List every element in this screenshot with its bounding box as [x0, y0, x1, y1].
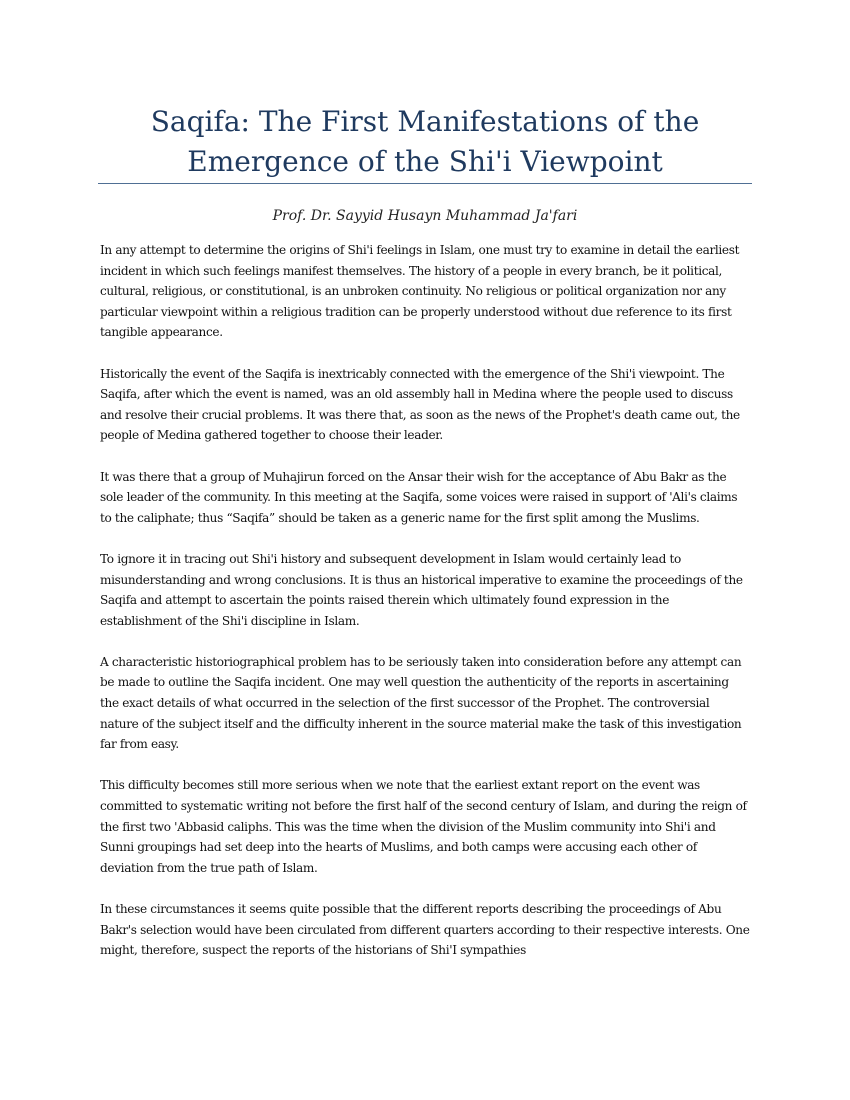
paragraph: To ignore it in tracing out Shi'i history and subsequent development in Islam would certainly lead to misunderstanding and wrong conclusions. It is thus an historical imperative to examine the proceedings of the Saqifa and attempt to ascertain the points raised therein which ultimately found expression in the establishment of the Shi'i discipline in Islam.: [100, 551, 743, 628]
paragraph: In any attempt to determine the origins of Shi'i feelings in Islam, one must try to examine in detail the earliest incident in which such feelings manifest themselves. The history of a people in every branch, be it political, cultural, religious, or constitutional, is an unbroken continuity. No religious or political organization nor any particular viewpoint within a religious tradition can be properly understood without due reference to its first tangible appearance.: [100, 243, 740, 340]
paragraph: Historically the event of the Saqifa is inextricably connected with the emergence of the Shi'i viewpoint. The Saqifa, after which the event is named, was an old assembly hall in Medina where the people used to discuss and resolve their crucial problems. It was there that, as soon as the news of the Prophet's death came out, the people of Medina gathered together to choose their leader.: [100, 366, 740, 443]
page-title: Saqifa: The First Manifestations of the Emergence of the Shi'i Viewpoint: [150, 105, 700, 178]
paragraph: A characteristic historiographical problem has to be seriously taken into consideration before any attempt can be made to outline the Saqifa incident. One may well question the authenticity of the reports in ascertaining the exact details of what occurred in the selection of the first successor of the Prophet. The controversial nature of the subject itself and the difficulty inherent in the source material make the task of this investigation far from easy.: [100, 654, 742, 752]
paragraph: In these circumstances it seems quite possible that the different reports describing the proceedings of Abu Bakr's selection would have been circulated from different quarters according to their respective interests. One might, therefore, suspect the reports of the historians of Shi'I sympathies: [100, 902, 750, 958]
body-text: [100, 240, 750, 981]
author-line: Prof. Dr. Sayyid Husayn Muhammad Ja'fari: [272, 208, 578, 224]
paragraph: This difficulty becomes still more serious when we note that the earliest extant report on the event was committed to systematic writing not before the first half of the second century of Islam, and during the reign of the first two 'Abbasid caliphs. This was the time when the division of the Muslim community into Shi'i and Sunni groupings had set deep into the hearts of Muslims, and both camps were accusing each other of deviation from the true path of Islam.: [100, 778, 747, 875]
paragraph: It was there that a group of Muhajirun forced on the Ansar their wish for the acceptance of Abu Bakr as the sole leader of the community. In this meeting at the Saqifa, some voices were raised in support of 'Ali's claims to the caliphate; thus “Saqifa” should be taken as a generic name for the first split among the Muslims.: [100, 469, 738, 525]
title-divider: [98, 183, 752, 184]
